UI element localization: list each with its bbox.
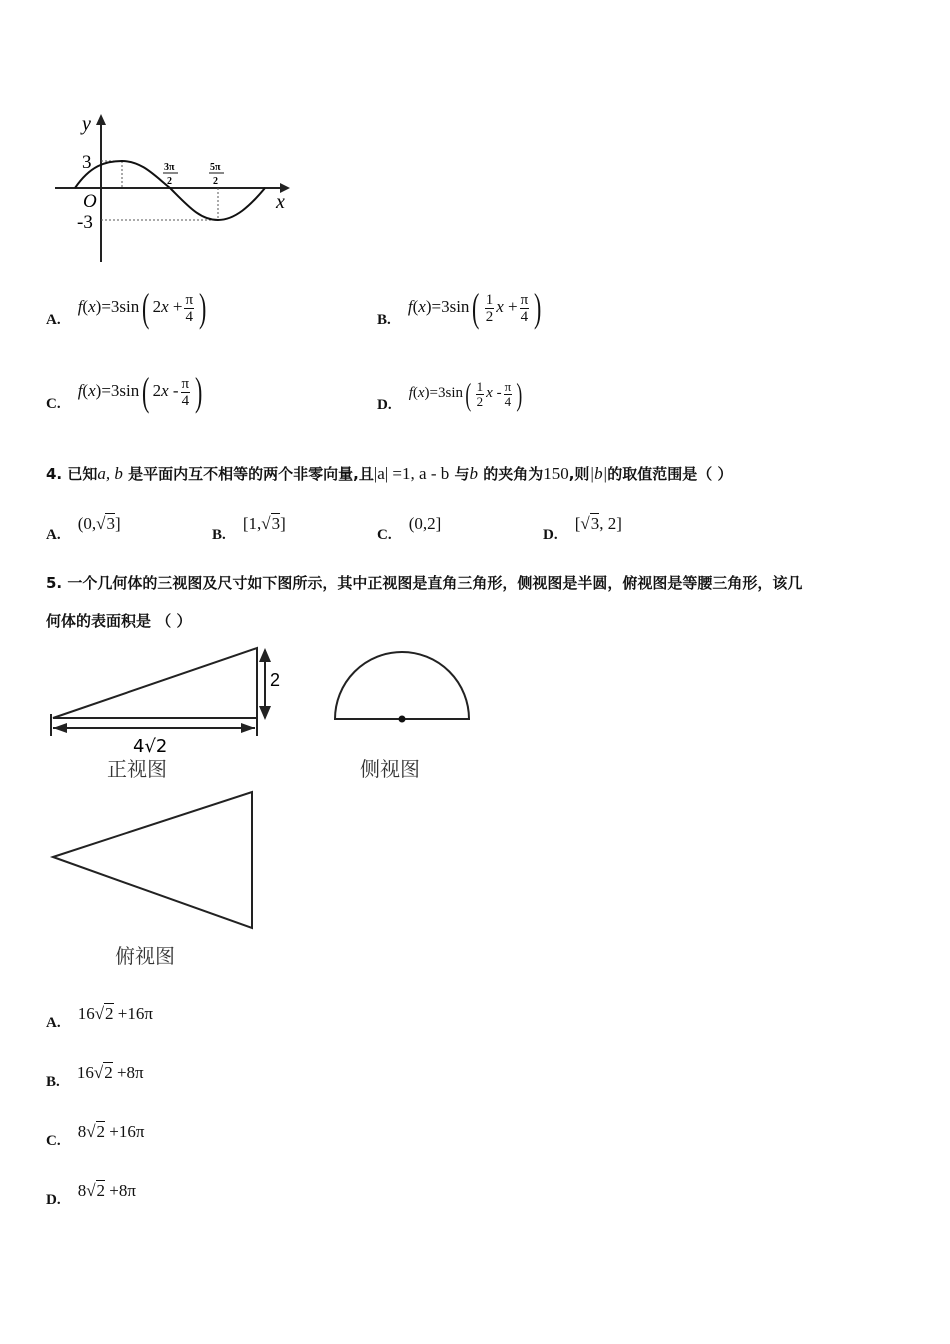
question-number: 4. <box>46 465 63 483</box>
radicand: 3 <box>590 514 600 533</box>
op: + <box>508 296 518 316</box>
tick1-num: 3π <box>164 162 175 173</box>
frac-den: 4 <box>504 393 512 409</box>
func-name: f <box>77 296 83 316</box>
q4-option-d[interactable]: D. [√3, 2] <box>543 514 622 543</box>
option-label: D. <box>377 397 392 414</box>
coef: 2 <box>152 380 162 400</box>
q4-text-6: 的取值范围是（ ） <box>607 465 733 483</box>
var: x <box>486 385 493 402</box>
q4-math-3: b <box>469 464 478 483</box>
func-name: f <box>407 296 413 316</box>
op: + <box>172 296 183 316</box>
side-semicircle <box>335 652 469 719</box>
option-label: C. <box>46 395 61 412</box>
q5-option-d[interactable]: D. 8√2 +8π <box>46 1181 136 1208</box>
front-height-label: 2 <box>270 670 281 690</box>
func-name: f <box>408 385 413 402</box>
rest: +16π <box>105 1122 145 1141</box>
rest: +8π <box>105 1181 136 1200</box>
y-axis-label: y <box>82 113 91 135</box>
interval-right: ] <box>114 514 121 533</box>
question-number: 5. <box>46 574 63 592</box>
option-label: D. <box>543 527 558 543</box>
func-name: f <box>77 380 83 400</box>
option-label: B. <box>212 527 226 543</box>
front-triangle <box>53 648 257 718</box>
tick2-num: 5π <box>210 162 221 173</box>
frac-den: 4 <box>185 308 193 325</box>
front-view-figure <box>45 642 295 787</box>
coef-den: 2 <box>476 393 484 409</box>
frac-den: 4 <box>181 392 190 409</box>
q4-math-2: |a| =1, a - b <box>373 464 450 483</box>
option-label: A. <box>46 527 61 543</box>
q4-math-4: 150 <box>543 464 569 483</box>
interval-left: (0, <box>77 514 97 533</box>
y-min-label: -3 <box>77 212 93 233</box>
var: x <box>161 380 169 400</box>
var: x <box>161 296 169 316</box>
q5-text-1: 一个几何体的三视图及尺寸如下图所示，其中正视图是直角三角形，侧视图是半圆，俯视图是等腰三角形，该几 <box>67 574 803 592</box>
op: - <box>496 385 502 402</box>
interval-left: [1, <box>242 514 262 533</box>
front-base-label: 4√2 <box>133 736 168 757</box>
y-axis-arrow <box>96 114 106 125</box>
option-label: D. <box>46 1192 61 1208</box>
sine-graph <box>50 110 300 270</box>
front-view-caption: 正视图 <box>107 757 167 781</box>
coef: 8 <box>77 1122 87 1141</box>
interval-right: , 2] <box>599 514 622 533</box>
q4-text-1: 已知 <box>67 465 98 483</box>
q4-text-5: ,则 <box>568 465 590 483</box>
top-view-figure <box>45 785 275 970</box>
q5-option-c[interactable]: C. 8√2 +16π <box>46 1122 145 1149</box>
q4-math-1: a, b <box>97 464 123 483</box>
func-arg: x <box>88 380 96 400</box>
func-arg: x <box>88 296 96 316</box>
tick2-den: 2 <box>213 176 218 187</box>
tick1-den: 2 <box>167 176 172 187</box>
radicand: 3 <box>106 514 115 533</box>
func-arg: x <box>418 296 426 316</box>
q4-text-3: 与 <box>454 465 470 483</box>
q4-option-b[interactable]: B. [1,√3] <box>212 514 286 543</box>
option-label: A. <box>46 1015 61 1031</box>
center-dot <box>399 716 406 723</box>
frac-den: 4 <box>520 308 529 325</box>
radicand: 2 <box>96 1122 106 1141</box>
q3-option-a[interactable]: A. f(x)=3sin( 2x + $\frac{\pi}{4}$ ) <box>46 285 207 330</box>
radicand: 2 <box>96 1181 106 1200</box>
q3-option-c[interactable]: C. f(x)=3sin( 2x - $\frac{\pi}{4}$ ) <box>46 369 203 414</box>
frac-num: π <box>185 291 194 308</box>
option-label: C. <box>46 1133 61 1149</box>
coef: 16 <box>77 1004 95 1023</box>
q4-option-c[interactable] <box>377 514 442 543</box>
var: x <box>496 296 504 316</box>
coef: 16 <box>76 1063 94 1082</box>
radicand: 2 <box>105 1004 114 1023</box>
q4-stem <box>46 463 733 484</box>
q5-option-b[interactable]: B. 16√2 +8π <box>46 1063 144 1090</box>
top-view-caption: 俯视图 <box>115 944 175 968</box>
option-label: B. <box>46 1074 60 1090</box>
interval: (0,2] <box>408 514 442 533</box>
coef-num: 1 <box>476 378 484 394</box>
rest: +8π <box>112 1063 144 1082</box>
side-view-caption: 侧视图 <box>360 757 420 781</box>
q3-option-d[interactable]: D. f(x)=3sin( $\frac{1}{2}$ x - $\frac{\pi}{4}$ ) <box>377 376 523 414</box>
top-triangle <box>53 792 252 928</box>
coef-num: 1 <box>485 291 494 308</box>
rest: +16π <box>113 1004 153 1023</box>
option-label: C. <box>377 527 392 543</box>
option-label: A. <box>46 311 61 328</box>
side-view-figure <box>330 642 480 787</box>
x-axis-label: x <box>276 191 285 213</box>
func-arg: x <box>417 385 425 402</box>
q4-text-4: 的夹角为 <box>483 465 544 483</box>
frac-num: π <box>504 378 512 394</box>
interval-left: [ <box>574 514 581 533</box>
interval-right: ] <box>280 514 286 533</box>
q5-text-2: 何体的表面积是 （ ） <box>46 612 192 630</box>
y-max-label: 3 <box>82 152 92 173</box>
op: - <box>172 380 179 400</box>
func-eq: =3sin <box>429 385 463 402</box>
q4-math-5: |b| <box>589 464 608 483</box>
func-eq: =3sin <box>431 296 470 316</box>
q5-stem-line1 <box>46 572 802 593</box>
q5-stem-line2 <box>46 610 191 631</box>
func-eq: =3sin <box>101 296 140 316</box>
radicand: 3 <box>271 514 281 533</box>
coef: 2 <box>152 296 162 316</box>
frac-num: π <box>520 291 529 308</box>
frac-num: π <box>181 375 190 392</box>
coef-den: 2 <box>485 308 494 325</box>
func-eq: =3sin <box>101 380 140 400</box>
option-label: B. <box>377 311 391 328</box>
q3-option-b[interactable]: B. f(x)=3sin( $\frac{1}{2}$ x + $\frac{\pi}{4}$ ) <box>377 285 542 330</box>
q5-option-a[interactable]: A. 16√2 +16π <box>46 1004 153 1031</box>
radicand: 2 <box>104 1063 113 1082</box>
q4-text-2: 是平面内互不相等的两个非零向量,且 <box>128 465 374 483</box>
origin-label: O <box>83 191 97 212</box>
q4-option-a[interactable]: A. (0,√3] <box>46 514 121 543</box>
coef: 8 <box>77 1181 87 1200</box>
